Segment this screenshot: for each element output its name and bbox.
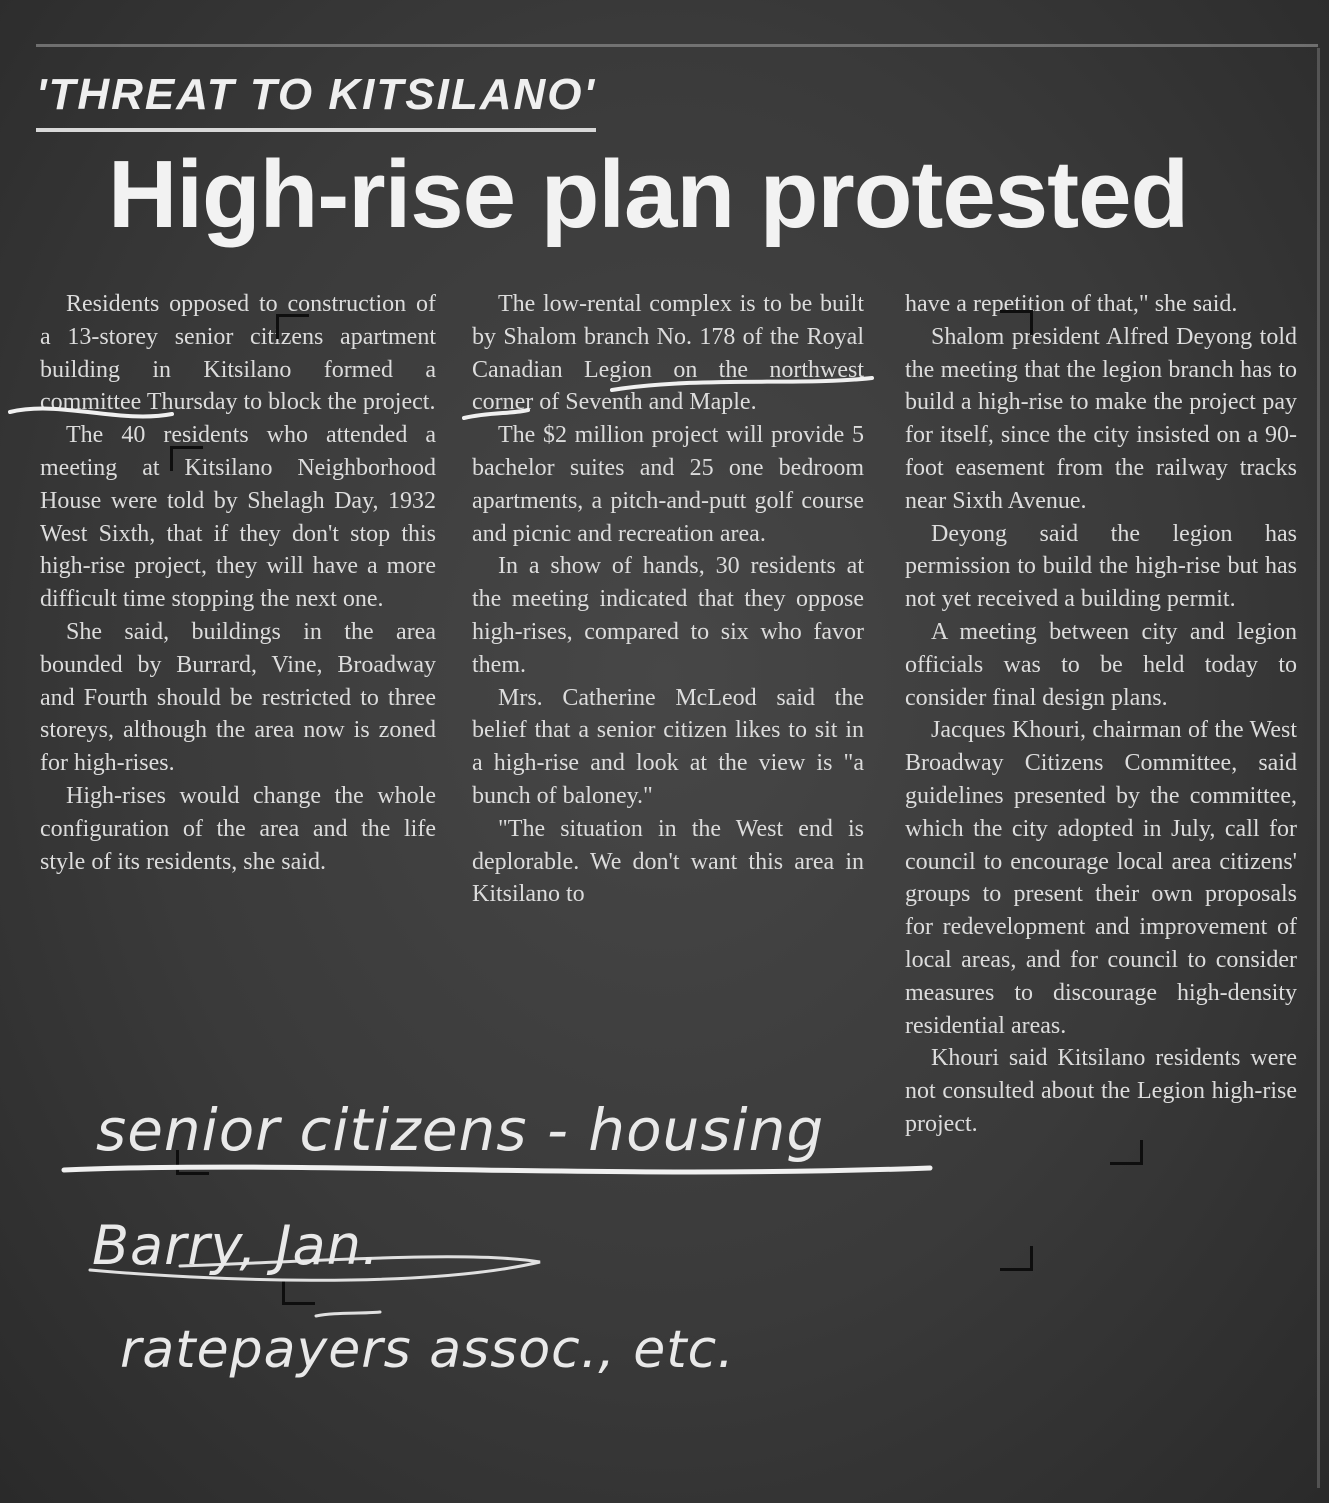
right-rule	[1317, 48, 1320, 1488]
article-column-1	[40, 288, 436, 878]
paragraph: Residents opposed to construction of a 13-storey senior citizens apartment building in Kitsilano formed a committee Thursday to block the project.	[40, 291, 436, 416]
paragraph: "The situation in the West end is deplorable. We don't want this area in Kitsilano to	[472, 815, 864, 908]
paragraph: Khouri said Kitsilano residents were not consulted about the Legion high-rise project.	[905, 1045, 1297, 1137]
kicker: 'THREAT TO KITSILANO'	[36, 70, 596, 132]
headline: High-rise plan protested	[108, 141, 1189, 248]
paragraph: A meeting between city and legion officials was to be held today to consider final design plans.	[905, 618, 1297, 711]
article-column-3	[905, 288, 1297, 1141]
handwritten-note-reference: ratepayers assoc., etc.	[120, 1320, 735, 1380]
crop-mark	[170, 446, 203, 471]
paragraph: Jacques Khouri, chairman of the West Broadway Citizens Committee, said guidelines presented by the committee, which the city adopted in July, call for council to encourage local area citizens' groups to present their own proposals for redevelopment and improvement of local areas, and for council to consider measures to discourage high-density residential areas.	[905, 717, 1297, 1039]
paragraph: High-rises would change the whole configuration of the area and the life style of its residents, she said.	[40, 782, 436, 875]
paragraph: have a repetition of that," she said.	[905, 291, 1238, 317]
article-column-2	[472, 288, 864, 911]
top-rule	[36, 44, 1318, 47]
paragraph: Deyong said the legion has permission to build the high-rise but has not yet received a building permit.	[905, 520, 1297, 613]
pen-underline	[316, 1312, 380, 1316]
crop-mark	[276, 314, 309, 339]
paragraph: Shalom president Alfred Deyong told the meeting that the legion branch has to build a high-rise to make the project pay for itself, since the city insisted on a 90-foot easement from the railway tracks near Sixth Avenue.	[905, 323, 1297, 514]
paragraph: The $2 million project will provide 5 bachelor suites and 25 one bedroom apartments, a pitch-and-putt golf course and picnic and recreation area.	[472, 422, 864, 547]
paragraph: In a show of hands, 30 residents at the meeting indicated that they oppose high-rises, compared to six who favor them.	[472, 553, 864, 678]
paragraph: The low-rental complex is to be built by Shalom branch No. 178 of the Royal Canadian Legion on the northwest corner of Seventh and Maple.	[472, 291, 864, 416]
handwritten-note-name: Barry, Jan.	[92, 1214, 381, 1277]
paragraph: The 40 residents who attended a meeting at Kitsilano Neighborhood House were told by Shelagh Day, 1932 West Sixth, that if they don't stop this high-rise project, they will have a more difficult time stopping the next one.	[40, 422, 436, 613]
paragraph: Mrs. Catherine McLeod said the belief that a senior citizen likes to sit in a high-rise and look at the view is "a bunch of baloney."	[472, 684, 864, 809]
paragraph: She said, buildings in the area bounded by Burrard, Vine, Broadway and Fourth should be restricted to three storeys, although the area now is zoned for high-rises.	[40, 618, 436, 777]
handwritten-note-subject: senior citizens - housing	[96, 1096, 825, 1164]
crop-mark	[1000, 1246, 1033, 1271]
crop-mark	[282, 1280, 315, 1305]
crop-mark	[1000, 310, 1033, 335]
crop-mark	[1110, 1140, 1143, 1165]
